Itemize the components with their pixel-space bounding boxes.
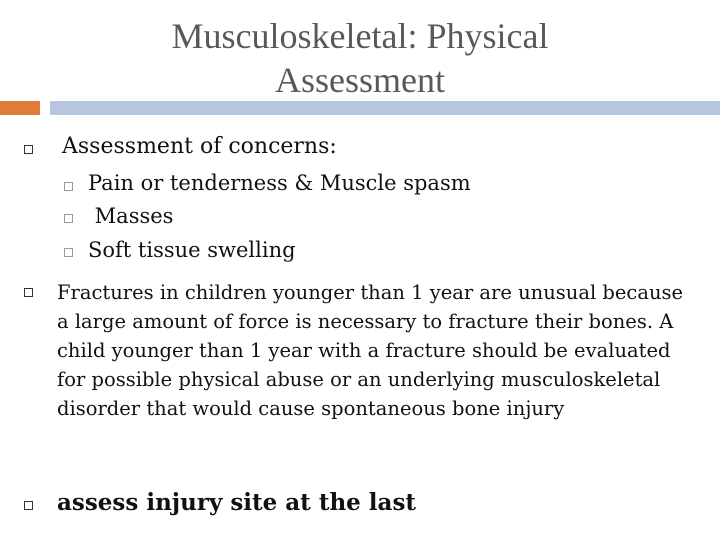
hollow-square-icon [24, 501, 33, 510]
bullet-text-fractures: Fractures in children younger than 1 year are unusual because a large amount of force is necessary to fracture their bones. A child younger than 1 year with a fracture should be evaluated for possible physical abuse or an underlying musculoskeletal disorder that would cause spontaneous bone injury [57, 281, 684, 420]
sub-bullet-text: Masses [88, 204, 174, 228]
bullet-text-assessment: Assessment of concerns: [62, 134, 337, 159]
title-line-2: Assessment [275, 60, 445, 100]
sub-bullet-text: Pain or tenderness & Muscle spasm [88, 171, 471, 195]
checkbox-icon [64, 182, 73, 191]
checkbox-icon [64, 248, 73, 257]
title-line-1: Musculoskeletal: Physical [171, 16, 549, 56]
slide-title [0, 14, 720, 102]
bullet-text-assess-injury: assess injury site at the last [57, 489, 417, 516]
checkbox-icon [64, 214, 73, 223]
title-accent-bar-orange [0, 101, 40, 115]
title-accent-bar-blue [50, 101, 720, 115]
hollow-square-icon [24, 145, 33, 154]
hollow-square-icon [24, 288, 33, 297]
sub-bullet-text: Soft tissue swelling [88, 238, 296, 262]
